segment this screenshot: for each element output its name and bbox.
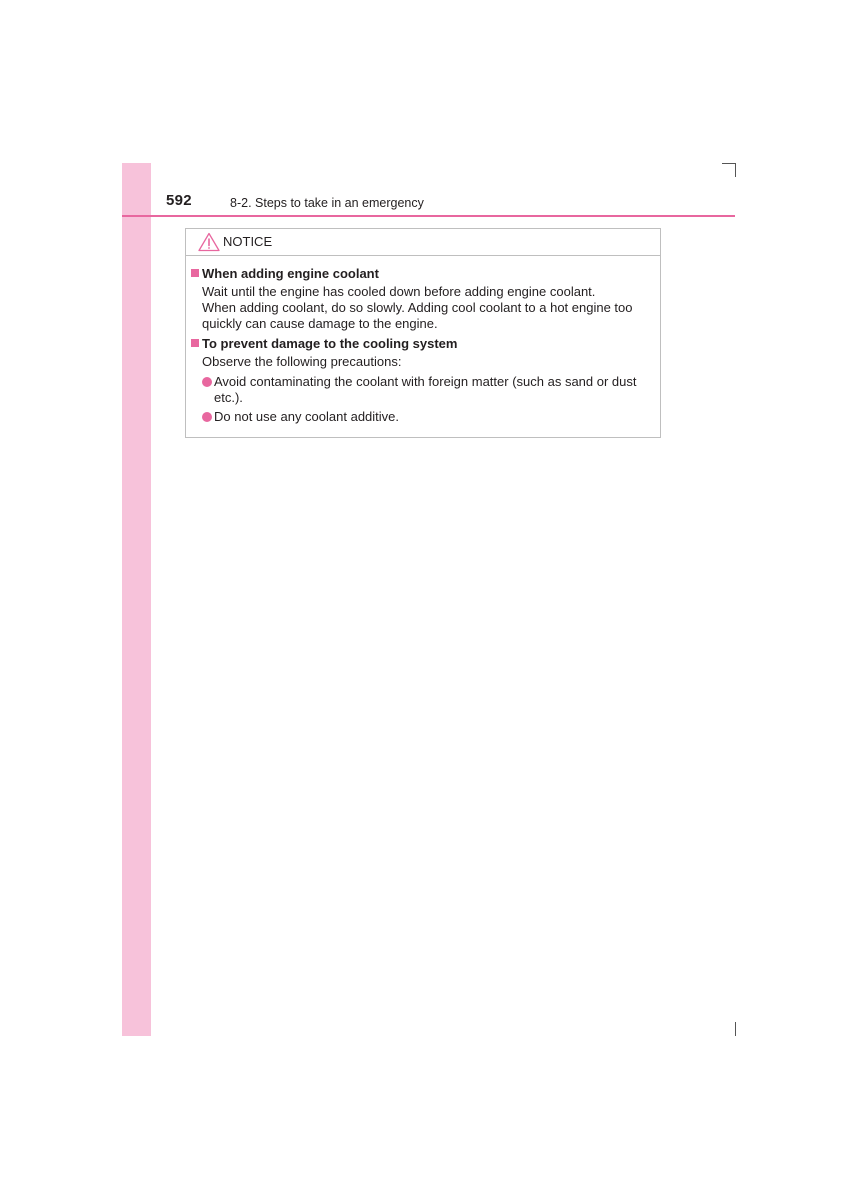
header-rule	[122, 215, 735, 217]
warning-triangle-icon	[198, 232, 220, 252]
list-item-text: Do not use any coolant additive.	[214, 409, 400, 424]
paragraph: Wait until the engine has cooled down before adding engine coolant.	[202, 284, 596, 299]
crop-mark-top-horizontal	[722, 163, 736, 164]
crop-mark-bottom	[735, 1022, 736, 1036]
item-heading-cooling-system	[191, 336, 457, 351]
crop-mark-top	[735, 163, 736, 177]
notice-label: NOTICE	[223, 234, 273, 249]
item-heading-text: When adding engine coolant	[202, 266, 379, 281]
page-number: 592	[166, 192, 192, 209]
circle-bullet-icon	[202, 412, 212, 422]
notice-header	[186, 229, 660, 256]
paragraph: When adding coolant, do so slowly. Adding cool coolant to a hot engine too quickly can cause damage to the engine.	[202, 300, 633, 331]
circle-bullet-icon	[202, 377, 212, 387]
item-heading-engine-coolant	[191, 266, 379, 281]
notice-box	[185, 228, 661, 438]
list-item	[202, 409, 658, 425]
paragraph: Observe the following precautions:	[202, 354, 402, 369]
square-bullet-icon	[191, 339, 199, 347]
section-title: 8-2. Steps to take in an emergency	[230, 196, 424, 210]
list-item	[202, 374, 658, 406]
square-bullet-icon	[191, 269, 199, 277]
item-heading-text: To prevent damage to the cooling system	[202, 336, 458, 351]
side-color-band	[122, 163, 151, 1036]
list-item-text: Avoid contaminating the coolant with foreign matter (such as sand or dust etc.).	[214, 374, 637, 405]
